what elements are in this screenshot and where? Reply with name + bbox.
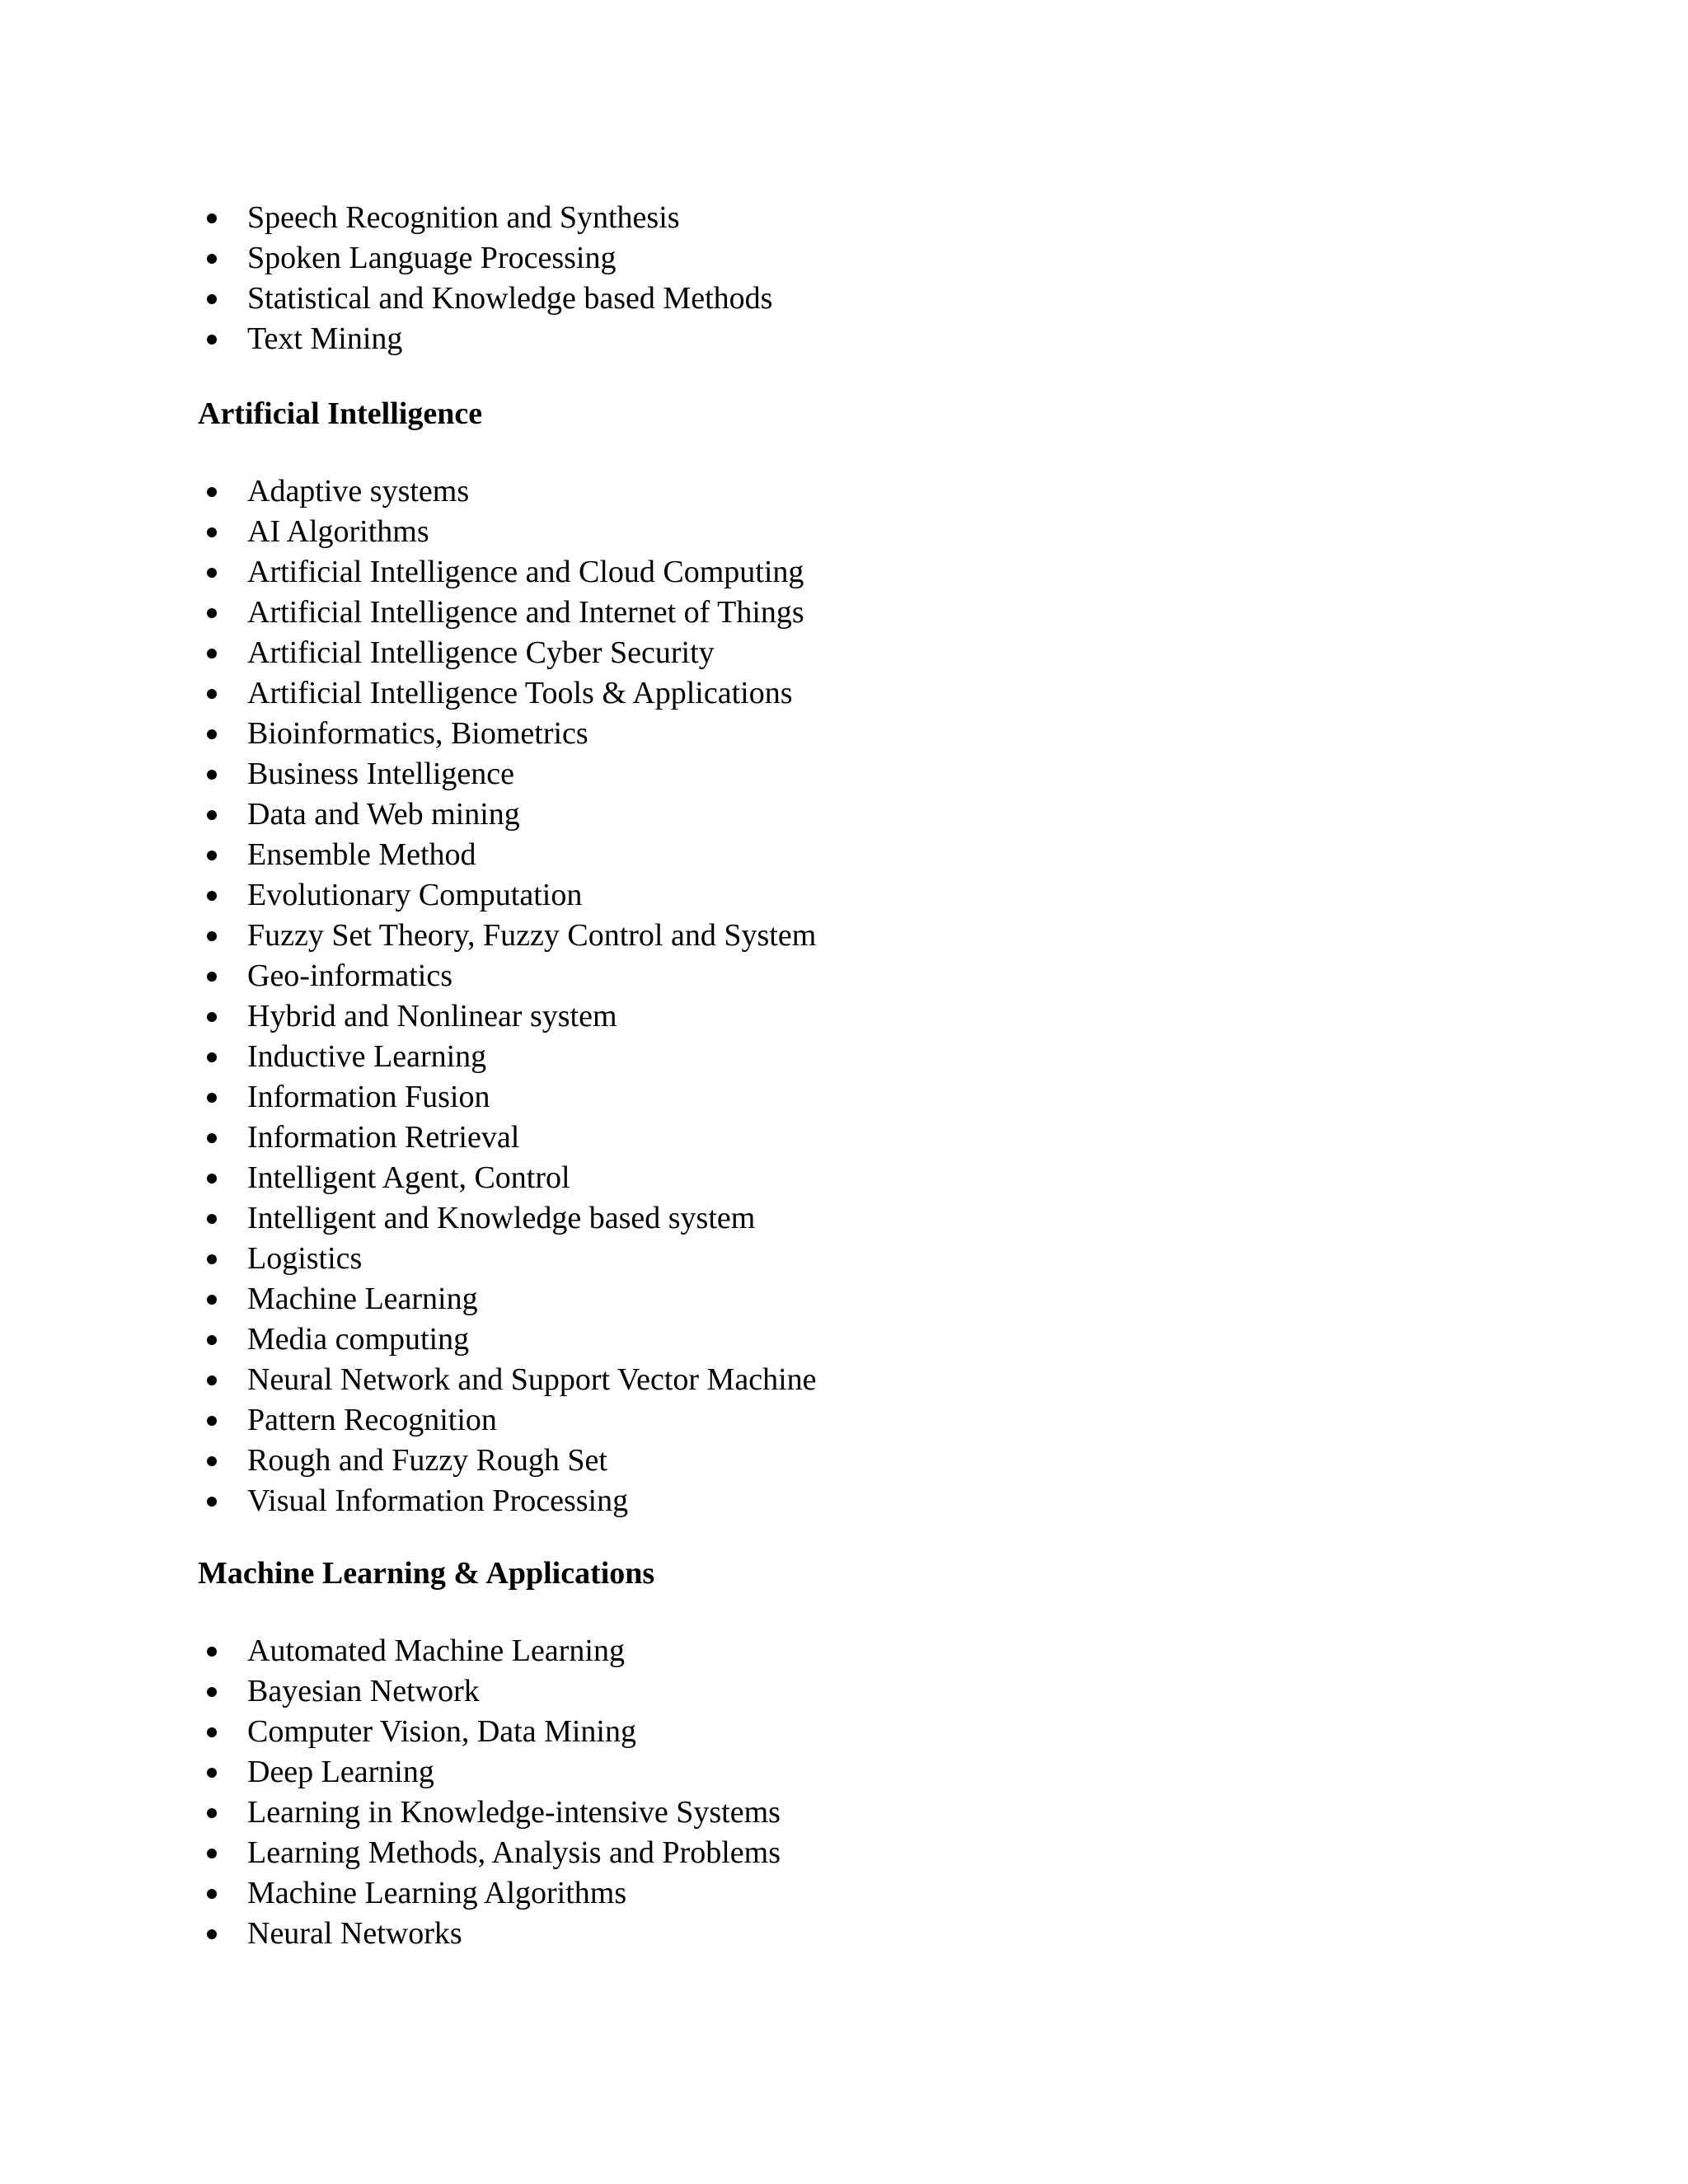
list-item: Intelligent and Knowledge based system [247,1198,817,1239]
list-item: Speech Recognition and Synthesis [247,198,772,238]
list-item: Intelligent Agent, Control [247,1158,817,1198]
topic-list-artificial-intelligence [247,471,817,1521]
list-item: Artificial Intelligence Tools & Applications [247,673,817,714]
list-item: Computer Vision, Data Mining [247,1712,781,1752]
list-item: Spoken Language Processing [247,238,772,279]
list-item: Rough and Fuzzy Rough Set [247,1441,817,1481]
section-heading-machine-learning: Machine Learning & Applications [198,1556,655,1591]
list-item: Adaptive systems [247,471,817,512]
list-item: Logistics [247,1239,817,1279]
list-item: Geo-informatics [247,956,817,996]
list-item: Text Mining [247,319,772,359]
list-item: Deep Learning [247,1752,781,1793]
list-item: AI Algorithms [247,512,817,552]
list-item: Neural Networks [247,1914,781,1954]
list-item: Information Retrieval [247,1118,817,1158]
list-item: Learning Methods, Analysis and Problems [247,1833,781,1873]
list-item: Statistical and Knowledge based Methods [247,279,772,319]
list-item: Machine Learning Algorithms [247,1873,781,1914]
list-item: Fuzzy Set Theory, Fuzzy Control and System [247,916,817,956]
list-item: Artificial Intelligence and Cloud Computing [247,552,817,593]
list-item: Information Fusion [247,1077,817,1118]
list-item: Ensemble Method [247,835,817,875]
list-item: Data and Web mining [247,794,817,835]
topic-list-machine-learning [247,1631,781,1954]
list-item: Artificial Intelligence Cyber Security [247,633,817,673]
list-item: Neural Network and Support Vector Machine [247,1360,817,1400]
list-item: Visual Information Processing [247,1481,817,1521]
list-item: Machine Learning [247,1279,817,1319]
list-item: Pattern Recognition [247,1400,817,1441]
section-heading-artificial-intelligence: Artificial Intelligence [198,396,483,431]
list-item: Evolutionary Computation [247,875,817,916]
list-item: Bayesian Network [247,1671,781,1712]
list-item: Inductive Learning [247,1037,817,1077]
list-item: Business Intelligence [247,754,817,794]
list-item: Bioinformatics, Biometrics [247,714,817,754]
list-item: Learning in Knowledge-intensive Systems [247,1793,781,1833]
list-item: Artificial Intelligence and Internet of Things [247,593,817,633]
list-item: Hybrid and Nonlinear system [247,996,817,1037]
list-item: Automated Machine Learning [247,1631,781,1671]
list-item: Media computing [247,1319,817,1360]
topic-list-continued [247,198,772,359]
